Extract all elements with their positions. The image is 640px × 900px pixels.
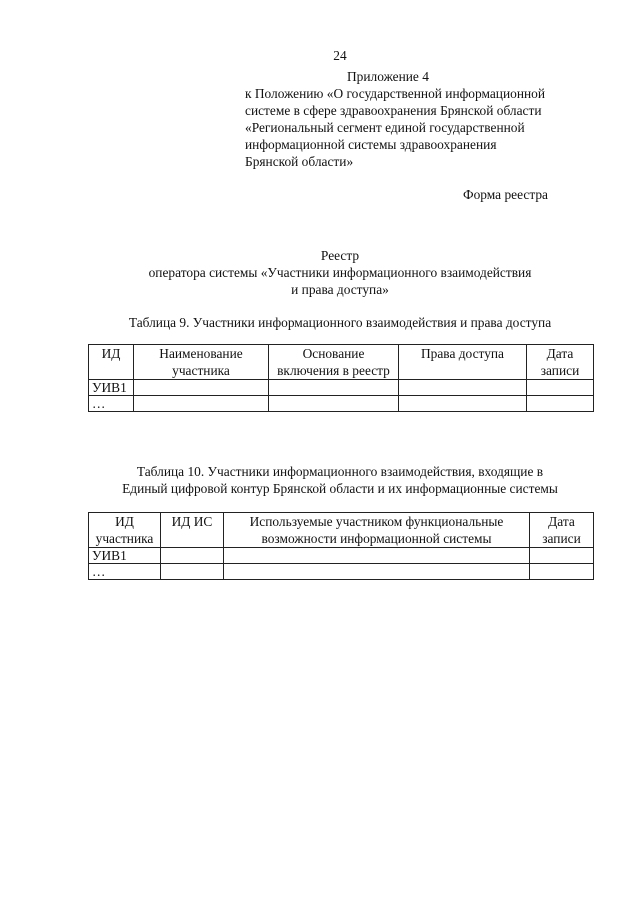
appendix-block bbox=[245, 68, 605, 170]
table-cell bbox=[134, 396, 269, 412]
table9-header-name: Наименование участника bbox=[134, 345, 269, 380]
table-cell bbox=[134, 380, 269, 396]
table10-header-is-id: ИД ИС bbox=[161, 513, 224, 548]
appendix-line: Брянской области» bbox=[245, 154, 354, 169]
page-number: 24 bbox=[333, 48, 347, 63]
appendix-line: к Положению «О государственной информационной bbox=[245, 86, 546, 101]
table-cell bbox=[527, 380, 594, 396]
table-cell: … bbox=[89, 564, 161, 580]
table-cell: … bbox=[89, 396, 134, 412]
table-header-row bbox=[89, 345, 594, 380]
appendix-title: Приложение 4 bbox=[347, 69, 429, 84]
table-row bbox=[89, 396, 594, 412]
table10 bbox=[88, 512, 594, 580]
table-cell bbox=[530, 548, 594, 564]
table10-header-participant-id: ИД участника bbox=[89, 513, 161, 548]
table10-header-date: Дата записи bbox=[530, 513, 594, 548]
table9-header-date: Дата записи bbox=[527, 345, 594, 380]
form-label: Форма реестра bbox=[463, 187, 548, 202]
table-cell bbox=[161, 548, 224, 564]
table9-caption: Таблица 9. Участники информационного взаимодействия и права доступа bbox=[128, 315, 552, 330]
appendix-line: информационной системы здравоохранения bbox=[245, 137, 497, 152]
table9-header-basis: Основание включения в реестр bbox=[269, 345, 399, 380]
table10-caption bbox=[0, 463, 640, 497]
registry-title bbox=[0, 247, 640, 298]
table-cell bbox=[530, 564, 594, 580]
table-row bbox=[89, 564, 594, 580]
table-row bbox=[89, 548, 594, 564]
table9 bbox=[88, 344, 594, 412]
table10-header-functions: Используемые участником функциональные возможности информационной системы bbox=[224, 513, 530, 548]
table-cell: УИВ1 bbox=[89, 380, 134, 396]
table-cell bbox=[399, 380, 527, 396]
table-cell: УИВ1 bbox=[89, 548, 161, 564]
table9-header-rights: Права доступа bbox=[399, 345, 527, 380]
registry-title-line: и права доступа» bbox=[291, 282, 389, 297]
table10-caption-line: Таблица 10. Участники информационного взаимодействия, входящие в bbox=[136, 464, 544, 479]
registry-title-line: Реестр bbox=[320, 248, 360, 263]
table-row bbox=[89, 380, 594, 396]
registry-title-line: оператора системы «Участники информационного взаимодействия bbox=[148, 265, 532, 280]
appendix-line: «Региональный сегмент единой государственной bbox=[245, 120, 525, 135]
table-cell bbox=[399, 396, 527, 412]
appendix-line: системе в сфере здравоохранения Брянской области bbox=[245, 103, 542, 118]
table-cell bbox=[224, 564, 530, 580]
table10-caption-line: Единый цифровой контур Брянской области и их информационные системы bbox=[122, 481, 558, 496]
table-cell bbox=[224, 548, 530, 564]
table-cell bbox=[161, 564, 224, 580]
table-cell bbox=[269, 380, 399, 396]
table-header-row bbox=[89, 513, 594, 548]
table-cell bbox=[527, 396, 594, 412]
table-cell bbox=[269, 396, 399, 412]
table9-header-id: ИД bbox=[89, 345, 134, 380]
